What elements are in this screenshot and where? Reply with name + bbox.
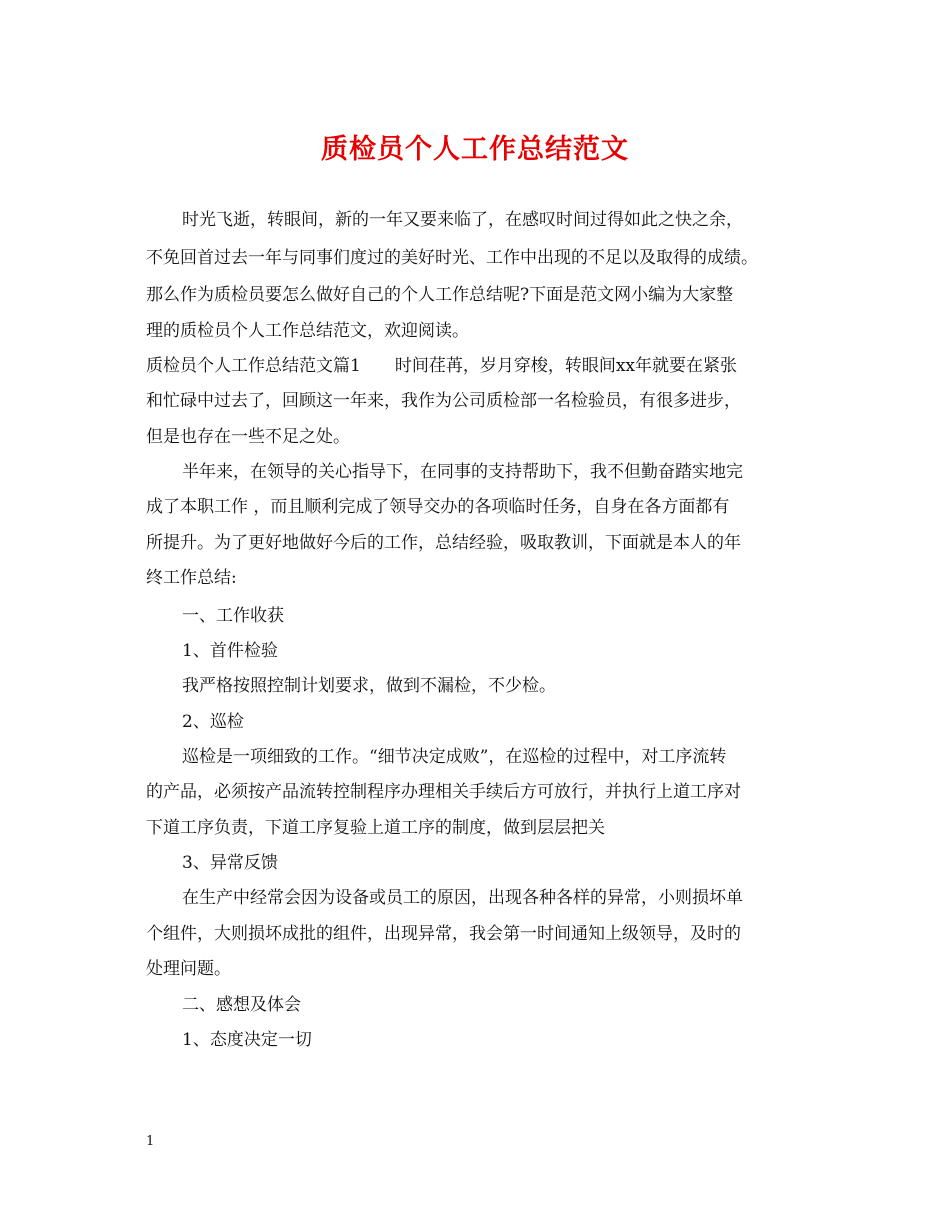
document-title: 质检员个人工作总结范文 [321, 134, 629, 165]
paragraph-line: 半年来，在领导的关心指导下，在同事的支持帮助下，我不但勤奋踏实地完 [182, 462, 743, 482]
section-heading: 二、感想及体会 [182, 995, 301, 1015]
paragraph-line: 不免回首过去一年与同事们度过的美好时光、工作中出现的不足以及取得的成绩。 [146, 248, 758, 268]
paragraph-line: 时光飞逝，转眼间，新的一年又要来临了，在感叹时间过得如此之快之余， [182, 210, 743, 230]
paragraph-line: 和忙碌中过去了，回顾这一年来，我作为公司质检部一名检验员，有很多进步， [146, 391, 741, 411]
subsection-heading: 1、态度决定一切 [182, 1030, 312, 1050]
paragraph-line: 终工作总结: [146, 568, 237, 588]
paragraph-line: 的产品，必须按产品流转控制程序办理相关手续后方可放行，并执行上道工序对 [146, 782, 741, 802]
subsection-heading: 3、异常反馈 [182, 853, 278, 873]
paragraph-line: 质检员个人工作总结范文篇1 时间荏苒，岁月穿梭，转眼间xx年就要在紧张 [146, 356, 737, 376]
paragraph-line: 在生产中经常会因为设备或员工的原因，出现各种各样的异常，小则损坏单 [182, 888, 743, 908]
paragraph-line: 成了本职工作 ，而且顺利完成了领导交办的各项临时任务，自身在各方面都有 [146, 497, 730, 517]
paragraph-line: 理的质检员个人工作总结范文，欢迎阅读。 [146, 321, 469, 341]
page-number: 1 [146, 1134, 155, 1149]
section-heading: 一、工作收获 [182, 606, 284, 626]
paragraph-line: 处理问题。 [146, 959, 231, 979]
paragraph-line: 下道工序负责，下道工序复验上道工序的制度，做到层层把关 [146, 818, 605, 838]
paragraph-line: 所提升。为了更好地做好今后的工作，总结经验，吸取教训，下面就是本人的年 [146, 533, 741, 553]
paragraph-line: 但是也存在一些不足之处。 [146, 427, 350, 447]
subsection-heading: 2、巡检 [182, 712, 244, 732]
paragraph-line: 巡检是一项细致的工作。“细节决定成败”，在巡检的过程中，对工序流转 [182, 747, 727, 767]
paragraph-line: 我严格按照控制计划要求，做到不漏检，不少检。 [182, 676, 556, 696]
paragraph-line: 那么作为质检员要怎么做好自己的个人工作总结呢?下面是范文网小编为大家整 [146, 285, 734, 305]
paragraph-line: 个组件，大则损坏成批的组件，出现异常，我会第一时间通知上级领导，及时的 [146, 924, 741, 944]
subsection-heading: 1、首件检验 [182, 641, 278, 661]
